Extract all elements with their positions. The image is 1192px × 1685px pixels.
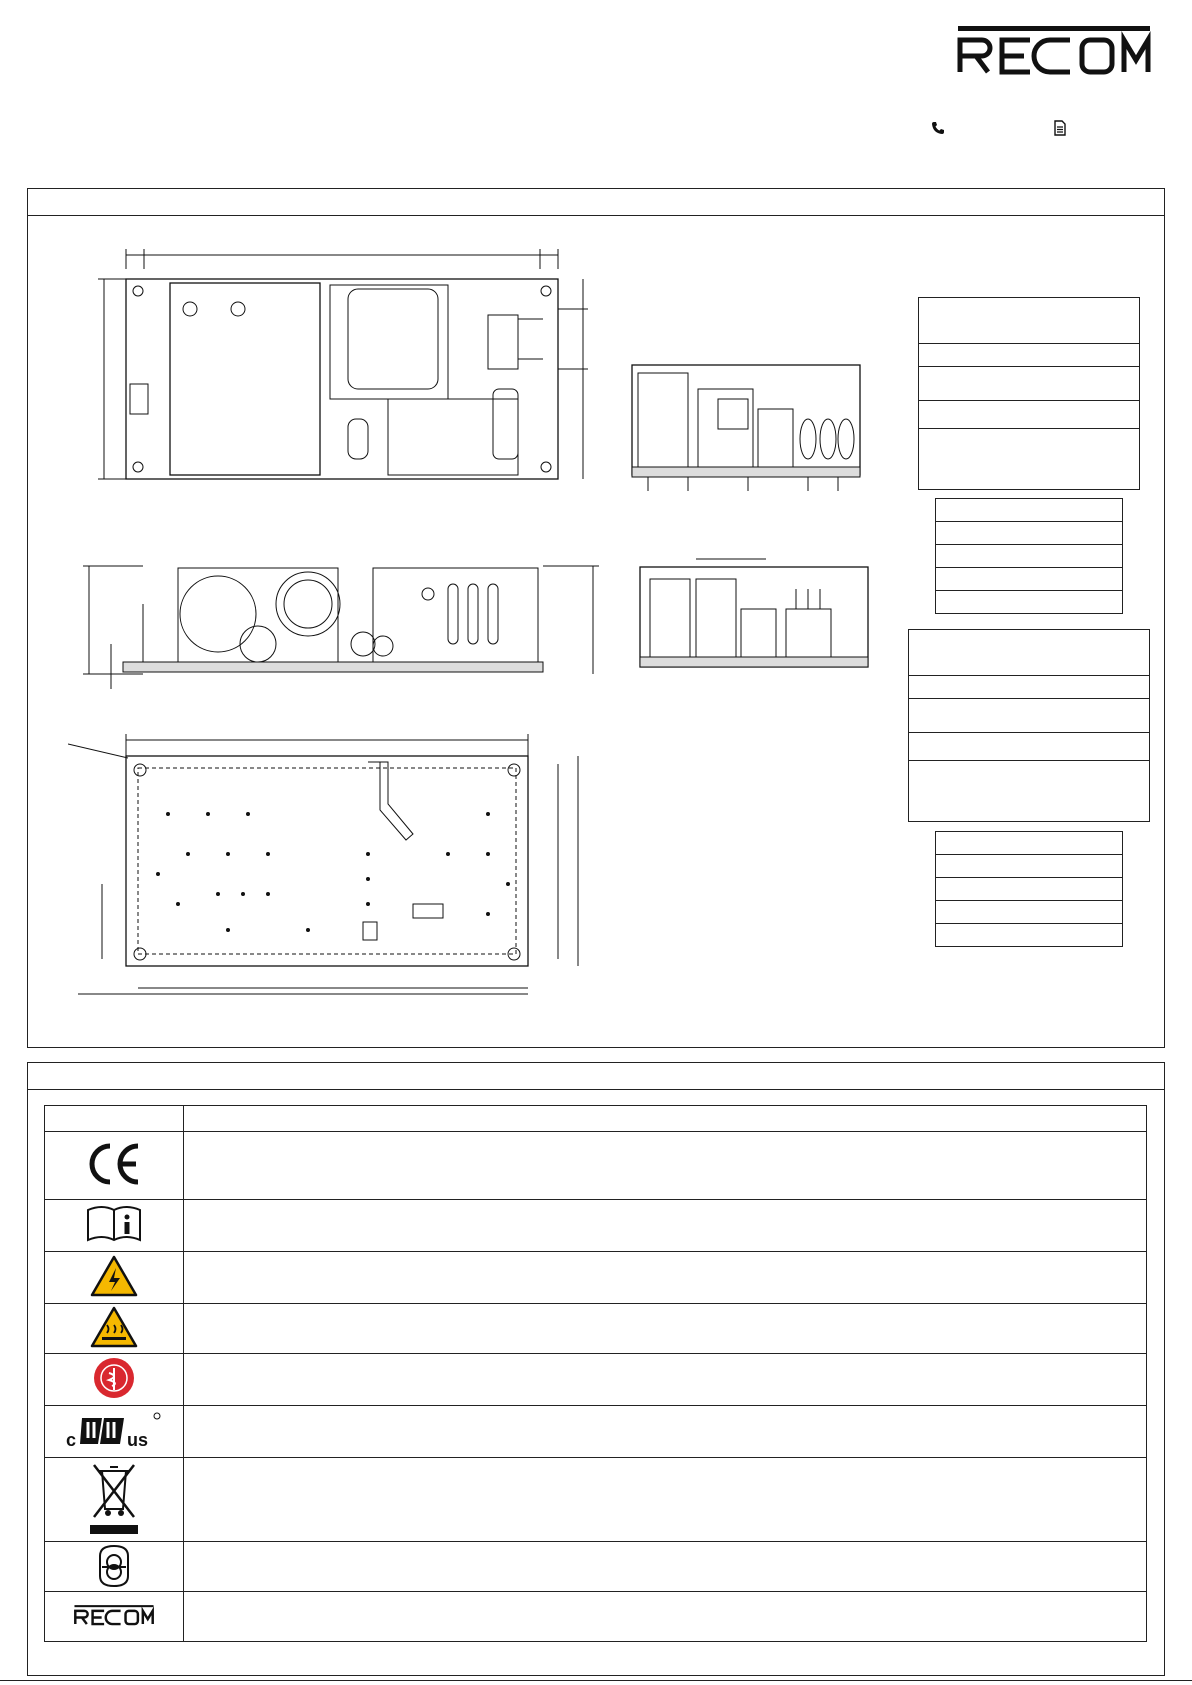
symbol-description [184, 1304, 1147, 1354]
symbols-panel-header [28, 1063, 1164, 1090]
table-row [45, 1132, 1147, 1200]
document-icon[interactable] [1052, 120, 1068, 136]
symbol-description [184, 1354, 1147, 1406]
hot-surface-icon [89, 1305, 139, 1349]
spec-table-3 [908, 629, 1150, 822]
symbol-description [184, 1458, 1147, 1542]
footer-divider [0, 1680, 1192, 1681]
front-view-drawing [83, 554, 603, 694]
weee-bin-icon [84, 1459, 144, 1537]
electrical-hazard-icon [89, 1254, 139, 1298]
read-manual-icon [84, 1204, 144, 1244]
symbol-description [184, 1252, 1147, 1304]
symbol-column-header [45, 1106, 184, 1132]
recom-logo [952, 24, 1156, 76]
table-row [45, 1406, 1147, 1458]
recom-logo-icon [72, 1601, 156, 1629]
cul-us-recognized-icon [64, 1410, 164, 1450]
table-row [45, 1458, 1147, 1542]
bottom-view-drawing [68, 734, 608, 1014]
table-row [45, 1542, 1147, 1592]
contact-icons [930, 120, 1070, 138]
symbols-table-header [45, 1106, 1147, 1132]
description-column-header [184, 1106, 1147, 1132]
spec-table-4 [935, 831, 1123, 947]
symbol-description [184, 1200, 1147, 1252]
symbol-description [184, 1542, 1147, 1592]
safety-isolating-transformer-icon [94, 1542, 134, 1588]
svg-text:us: us [127, 1430, 149, 1450]
mechanical-dimensions-panel [27, 188, 1165, 1048]
medical-approval-icon [92, 1356, 136, 1400]
symbol-description [184, 1132, 1147, 1200]
symbol-description [184, 1406, 1147, 1458]
right-side-view-drawing [628, 359, 868, 499]
left-side-view-drawing [636, 549, 876, 689]
table-row [45, 1354, 1147, 1406]
svg-text:c: c [66, 1430, 77, 1450]
table-row [45, 1592, 1147, 1642]
phone-icon[interactable] [930, 120, 946, 136]
table-row [45, 1200, 1147, 1252]
ce-mark-icon [84, 1142, 144, 1186]
spec-table-2 [935, 498, 1123, 614]
spec-table-1 [918, 297, 1140, 490]
panel-header [28, 189, 1164, 216]
symbol-description [184, 1592, 1147, 1642]
table-row [45, 1252, 1147, 1304]
table-row [45, 1304, 1147, 1354]
symbols-table [44, 1105, 1147, 1642]
top-view-drawing [98, 249, 588, 489]
